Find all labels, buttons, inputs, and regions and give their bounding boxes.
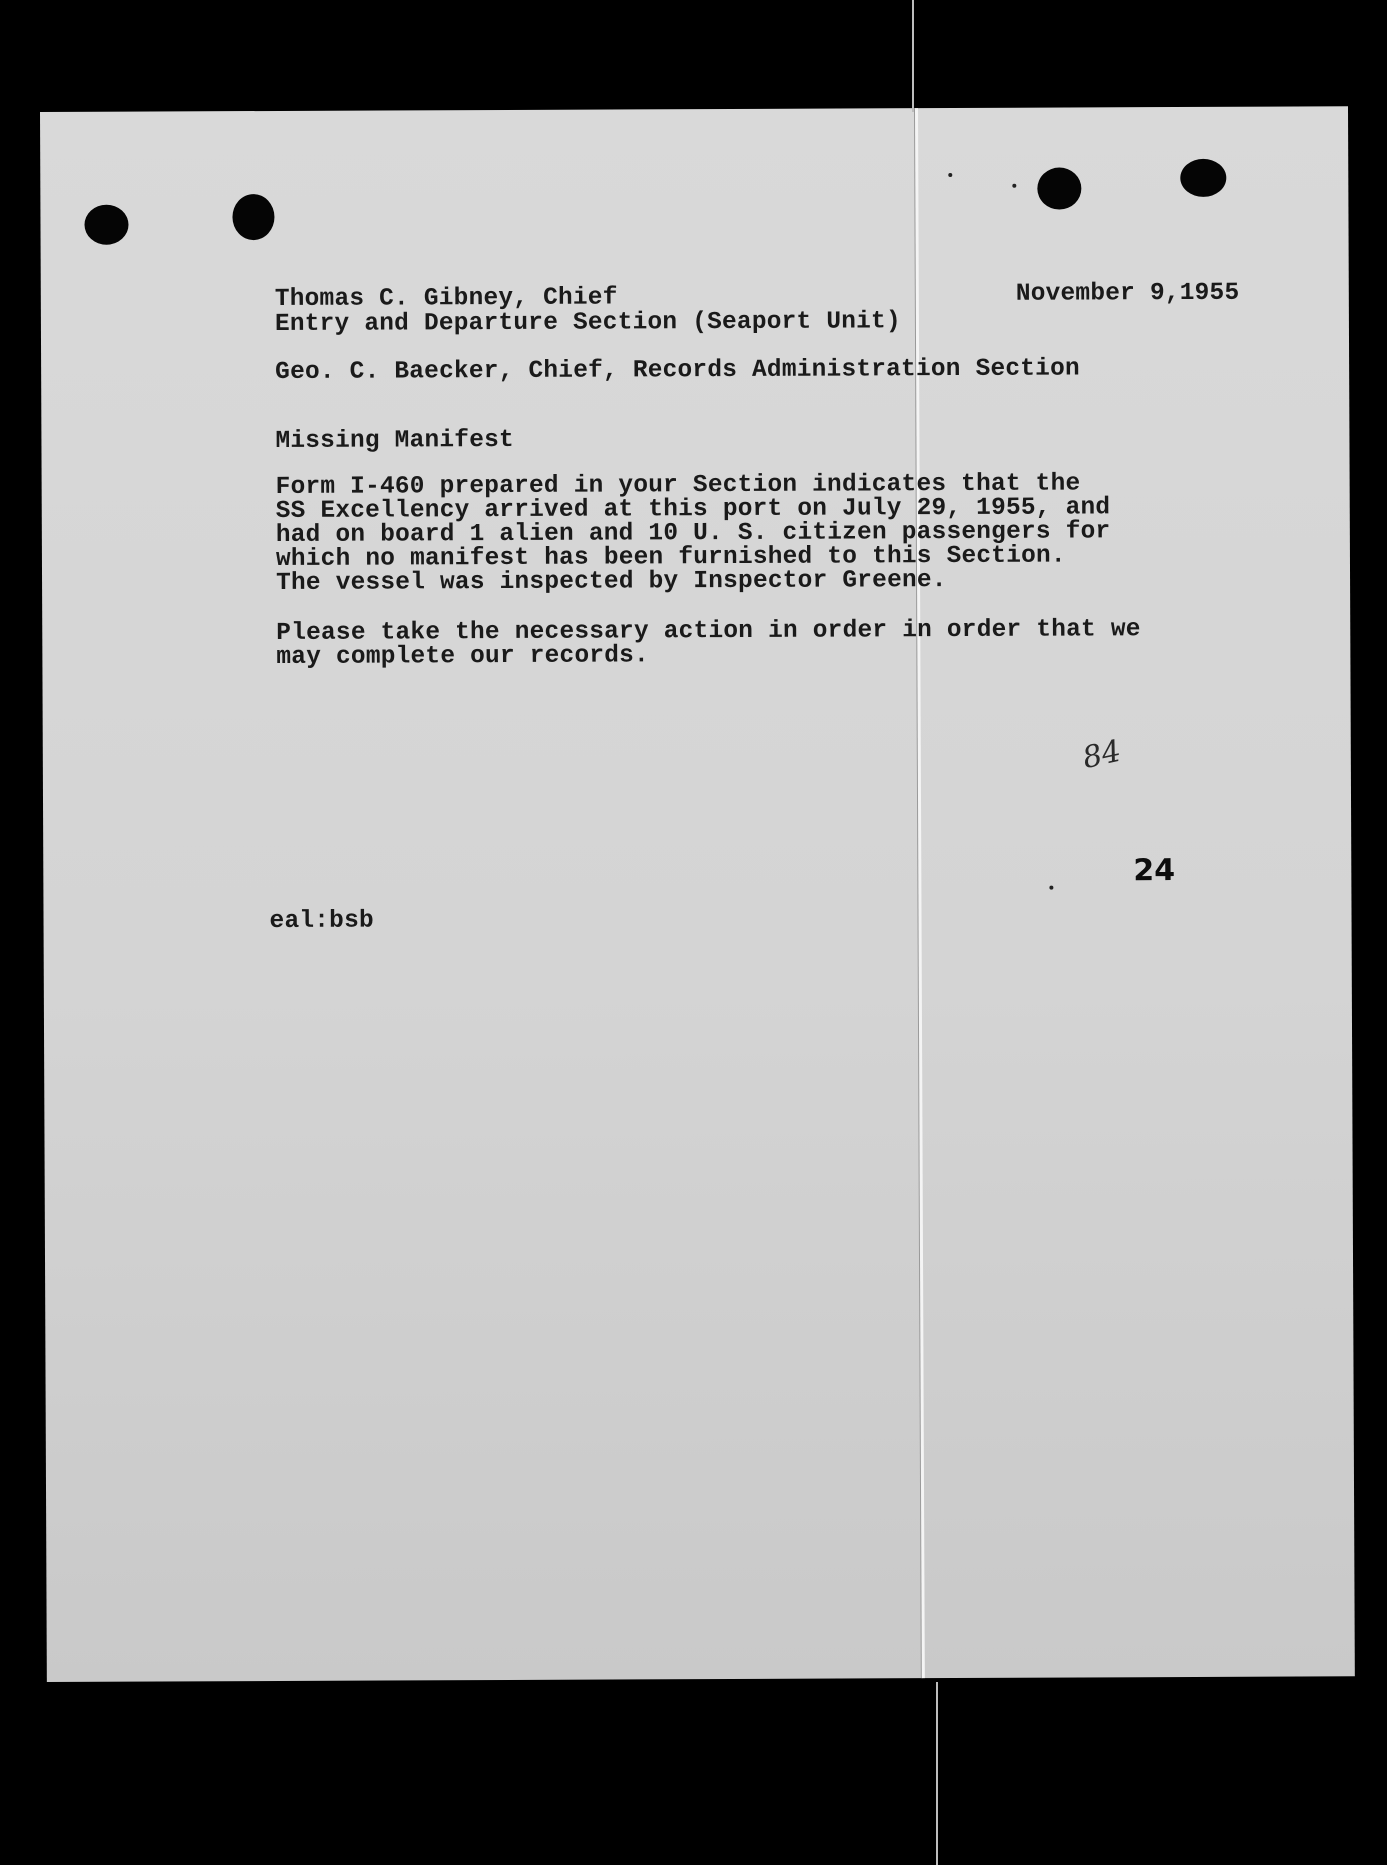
handwritten-initials: 84 [1079,733,1125,777]
recipient-name: Thomas C. Gibney, Chief [274,284,618,313]
body-paragraph-1-line-3: had on board 1 alien and 10 U. S. citizen passengers for [275,518,1111,549]
memo-date: November 9,1955 [1015,279,1240,308]
page-number: 24 [1133,853,1176,889]
punch-hole-left-2 [232,194,274,240]
punch-hole-right-1 [1037,167,1081,209]
body-paragraph-1-line-1: Form I-460 prepared in your Section indicates that the [275,470,1081,501]
body-paragraph-2-line-1: Please take the necessary action in order in order that we [276,616,1141,647]
ink-speck [1049,886,1053,890]
punch-hole-left-1 [84,205,128,245]
recipient-section: Entry and Departure Section (Seaport Unit) [274,308,901,338]
body-paragraph-1-line-4: which no manifest has been furnished to this Section. [275,542,1066,573]
memo-paper [40,106,1355,1682]
body-paragraph-1-line-5: The vessel was inspected by Inspector Greene. [276,567,947,597]
fold-line [915,106,925,1682]
reference-initials: eal:bsb [269,907,374,936]
body-paragraph-2-line-2: may complete our records. [276,642,650,671]
body-paragraph-1-line-2: SS Excellency arrived at this port on July 29, 1955, and [275,494,1111,525]
subject-line: Missing Manifest [275,426,514,455]
sender-line: Geo. C. Baecker, Chief, Records Administration Section [275,355,1080,386]
scan-edge-mark [912,0,914,112]
ink-speck [948,173,952,177]
punch-hole-right-2 [1180,159,1226,197]
ink-speck [1012,184,1016,188]
scan-edge-mark [936,1682,938,1865]
